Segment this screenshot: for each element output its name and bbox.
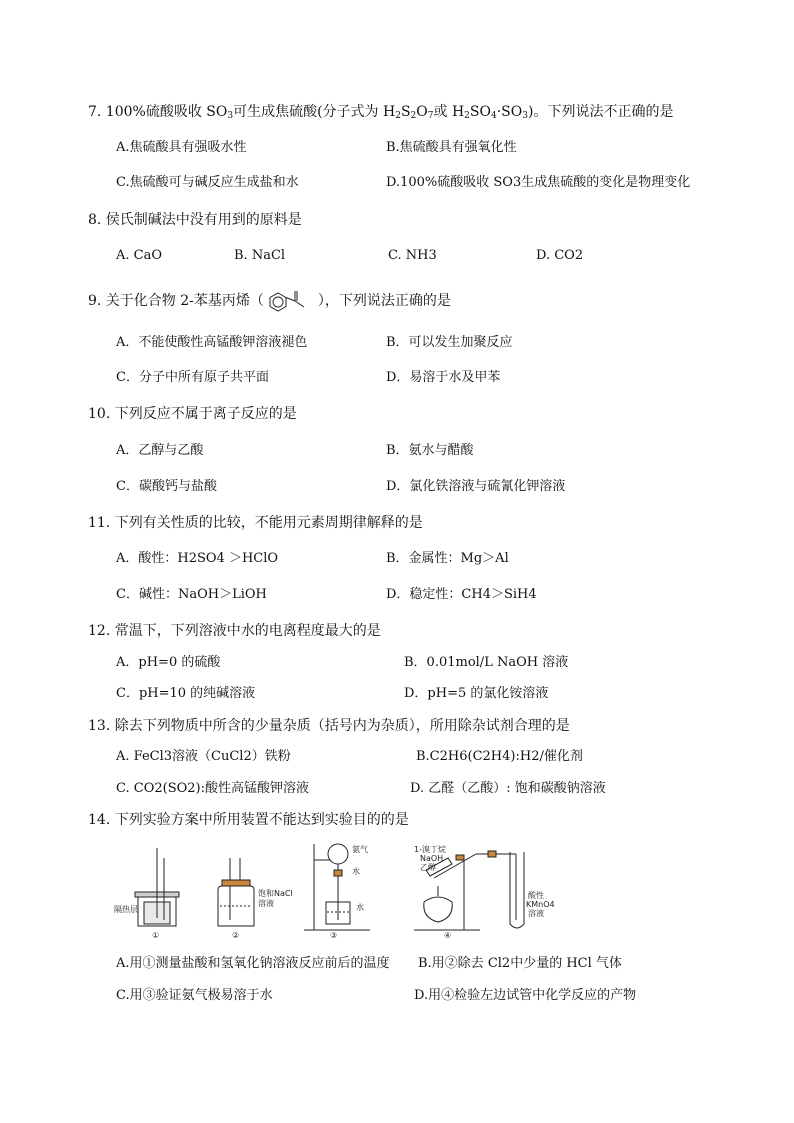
label-apparatus-3: ③: [330, 931, 338, 940]
question-9-option-c: C．分子中所有原子共平面: [116, 370, 269, 385]
question-9-stem: 9. 关于化合物 2-苯基丙烯（ ），下列说法正确的是: [88, 288, 451, 314]
question-14-option-a: A.用①测量盐酸和氢氧化钠溶液反应前后的温度: [116, 956, 390, 971]
label-naoh: NaOH: [420, 854, 444, 863]
question-8-option-a: A. CaO: [116, 248, 163, 263]
label-nacl-1: 饱和NaCl: [258, 889, 293, 898]
question-14-option-d: D.用④检验左边试管中化学反应的产物: [414, 988, 637, 1003]
label-ethanol: 乙醇: [420, 863, 436, 872]
label-apparatus-4: ④: [444, 931, 452, 940]
experiment-apparatus-figure: [108, 840, 555, 944]
label-acidic: 酸性: [528, 891, 544, 900]
question-7-option-b: B.焦硫酸具有强氧化性: [386, 140, 517, 155]
2-phenylpropene-structure-icon: [264, 288, 318, 314]
question-10-option-a: A．乙醇与乙酸: [116, 443, 204, 458]
question-7-option-c: C.焦硫酸可与碱反应生成盐和水: [116, 175, 299, 190]
question-7-option-d: D.100%硫酸吸收 SO3生成焦硫酸的变化是物理变化: [386, 175, 691, 190]
question-10-option-b: B．氨水与醋酸: [386, 443, 474, 458]
label-kmno4: KMnO4: [526, 900, 555, 909]
question-13-option-c: C. CO2(SO2):酸性高锰酸钾溶液: [116, 781, 309, 796]
question-10-stem: 10. 下列反应不属于离子反应的是: [88, 406, 297, 422]
question-11-option-a: A．酸性：H2SO4 ＞HClO: [116, 551, 279, 566]
question-12-option-c: C．pH=10 的纯碱溶液: [116, 686, 256, 701]
question-14-option-c: C.用③验证氨气极易溶于水: [116, 988, 273, 1003]
label-apparatus-1: ①: [152, 931, 160, 940]
question-13-stem: 13. 除去下列物质中所含的少量杂质（括号内为杂质），所用除杂试剂合理的是: [88, 718, 570, 734]
question-11-option-b: B．金属性：Mg＞Al: [386, 551, 509, 566]
label-apparatus-2: ②: [232, 931, 240, 940]
label-ammonia: 氨气: [352, 845, 368, 854]
label-solution: 溶液: [528, 909, 544, 918]
apparatus-3-fountain: [304, 844, 370, 930]
label-nacl-2: 溶液: [258, 899, 274, 908]
question-11-option-d: D．稳定性：CH4＞SiH4: [386, 587, 537, 602]
question-9-option-b: B．可以发生加聚反应: [386, 335, 513, 350]
question-13-option-a: A. FeCl3溶液（CuCl2）铁粉: [116, 749, 291, 764]
question-10-option-d: D．氯化铁溶液与硫氰化钾溶液: [386, 479, 566, 494]
label-water-1: 水: [352, 867, 360, 876]
apparatus-1-calorimeter: [135, 848, 179, 926]
question-8-option-c: C. NH3: [388, 248, 437, 263]
question-12-option-b: B．0.01mol/L NaOH 溶液: [404, 655, 569, 670]
label-bromobutane: 1-溴丁烷: [414, 845, 446, 854]
question-14-option-b: B.用②除去 Cl2中少量的 HCl 气体: [418, 956, 622, 971]
question-12-option-a: A．pH=0 的硫酸: [116, 655, 221, 670]
question-11-stem: 11. 下列有关性质的比较，不能用元素周期律解释的是: [88, 515, 423, 531]
question-13-option-d: D. 乙醛（乙酸）: 饱和碳酸钠溶液: [410, 781, 606, 796]
label-water-2: 水: [356, 903, 364, 912]
question-9-option-d: D．易溶于水及甲苯: [386, 370, 501, 385]
question-13-option-b: B.C2H6(C2H4):H2/催化剂: [416, 749, 583, 764]
question-14-stem: 14. 下列实验方案中所用装置不能达到实验目的的是: [88, 812, 409, 828]
question-11-option-c: C．碱性：NaOH＞LiOH: [116, 587, 267, 602]
question-12-option-d: D．pH=5 的氯化铵溶液: [404, 686, 549, 701]
question-12-stem: 12. 常温下，下列溶液中水的电离程度最大的是: [88, 623, 381, 639]
question-9-option-a: A．不能使酸性高锰酸钾溶液褪色: [116, 335, 308, 350]
question-7-stem: 7. 100%硫酸吸收 $SO_3$可生成焦硫酸(分子式为 $H_2S_2O_7$或 $H_2SO_4\cdot SO_3$)。下列说法不正确的是: [88, 104, 674, 121]
question-8-stem: 8. 侯氏制碱法中没有用到的原料是: [88, 212, 302, 228]
question-10-option-c: C．碳酸钙与盐酸: [116, 479, 217, 494]
question-7-option-a: A.焦硫酸具有强吸水性: [116, 140, 247, 155]
label-insulation: 隔热层: [114, 905, 138, 914]
question-8-option-d: D. CO2: [536, 248, 584, 263]
apparatus-2-wash-bottle: [218, 858, 254, 926]
question-8-option-b: B. NaCl: [234, 248, 286, 263]
